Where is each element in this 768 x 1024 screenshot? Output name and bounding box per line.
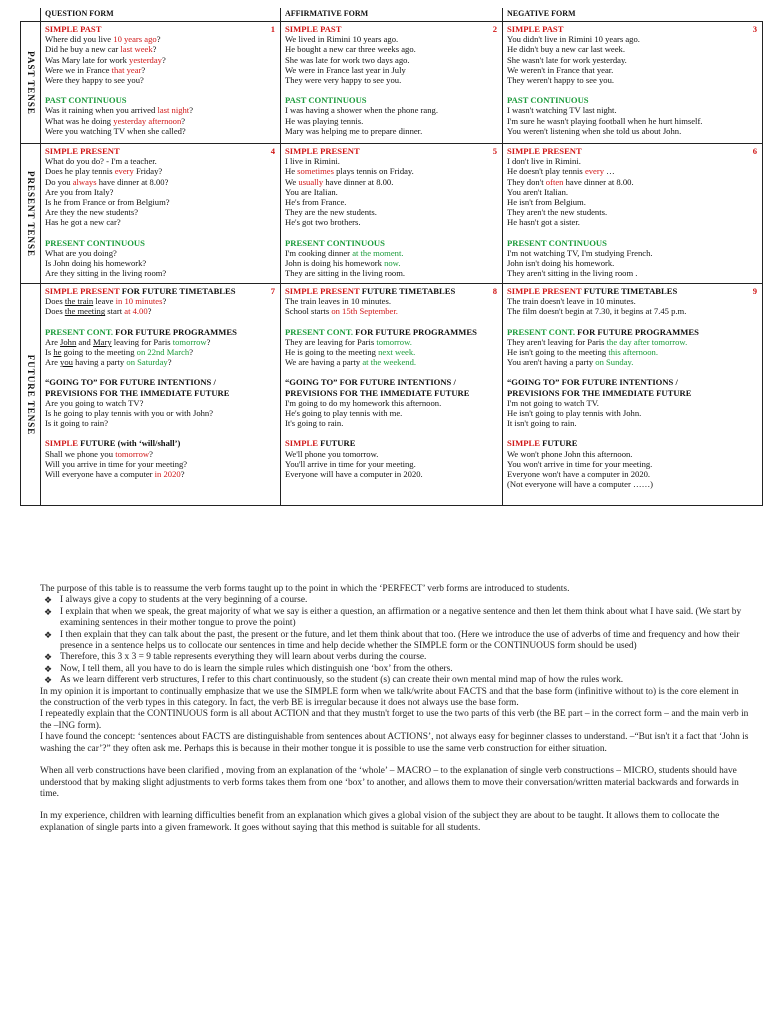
example-sentence: He is going to the meeting next week.: [285, 347, 416, 358]
diamond-bullet-icon: ❖: [44, 629, 53, 640]
section-title: PREVISIONS FOR THE IMMEDIATE FUTURE: [285, 387, 470, 398]
box-number: 2: [492, 24, 497, 34]
example-sentence: You didn't live in Rimini 10 years ago.: [507, 34, 640, 45]
example-sentence: They aren't leaving for Paris the day after tomorrow.: [507, 336, 688, 347]
example-sentence: He sometimes plays tennis on Friday.: [285, 166, 414, 177]
tense-present-cell: [21, 144, 41, 284]
section-title: PRESENT CONT. FOR FUTURE PROGRAMMES: [285, 326, 477, 337]
paragraph: When all verb constructions have been clarified , moving from an explanation of the ‘whole’ – MACRO – to the explanation of single verb constructions – MICRO, students should have understood that by making slight adjustments to verb forms takes them from one ‘box’ to another, and allows them to move their conversation/written material backwards and forwards in time.: [40, 766, 739, 799]
example-sentence: Are they sitting in the living room?: [45, 268, 167, 279]
example-sentence: The train leaves in 10 minutes.: [285, 296, 391, 307]
example-sentence: Did he buy a new car last week?: [45, 44, 157, 55]
example-sentence: I'm not going to watch TV.: [507, 397, 599, 408]
verb-forms-table: [20, 8, 763, 506]
example-sentence: She wasn't late for work yesterday.: [507, 54, 627, 65]
example-sentence: Is he from France or from Belgium?: [45, 197, 170, 208]
section-title: “GOING TO” FOR FUTURE INTENTIONS /: [285, 377, 456, 388]
example-sentence: Has he got a new car?: [45, 217, 121, 228]
example-sentence: Were you watching TV when she called?: [45, 125, 186, 136]
example-sentence: He isn't going to play tennis with John.: [507, 408, 642, 419]
bullet-item: ❖ Now, I tell them, all you have to do is learn the simple rules which distinguish one ‘box’ from the others.: [44, 663, 453, 674]
example-sentence: They aren't sitting in the living room .: [507, 268, 638, 279]
section-title: SIMPLE PRESENT 5: [285, 146, 497, 156]
example-sentence: They are leaving for Paris tomorrow.: [285, 336, 412, 347]
section-title: SIMPLE FUTURE: [507, 438, 578, 449]
example-sentence: They don't often have dinner at 8.00.: [507, 176, 634, 187]
section-title: “GOING TO” FOR FUTURE INTENTIONS /: [507, 377, 678, 388]
section-title: PRESENT CONTINUOUS: [45, 237, 145, 248]
example-sentence: She was late for work two days ago.: [285, 54, 410, 65]
section-title: PREVISIONS FOR THE IMMEDIATE FUTURE: [507, 387, 692, 398]
example-sentence: We lived in Rimini 10 years ago.: [285, 34, 399, 45]
section-title: SIMPLE PAST 2: [285, 24, 497, 34]
diamond-bullet-icon: ❖: [44, 675, 53, 686]
example-sentence: I'm not watching TV, I'm studying French.: [507, 247, 653, 258]
section-title: SIMPLE PRESENT 6: [507, 146, 757, 156]
example-sentence: He's got two brothers.: [285, 217, 361, 228]
diamond-bullet-icon: ❖: [44, 663, 53, 674]
section-title: SIMPLE PRESENT FUTURE TIMETABLES 9: [507, 286, 757, 296]
example-sentence: What do you do? - I'm a teacher.: [45, 156, 157, 167]
example-sentence: We are having a party at the weekend.: [285, 357, 417, 368]
example-sentence: You won't arrive in time for your meeting.: [507, 458, 653, 469]
example-sentence: They weren't happy to see you.: [507, 75, 615, 86]
bullet-item: ❖ I explain that when we speak, the great majority of what we say is either a question, an affirmation or a negative sentence and then let them think about what I have said. (We start by examining sentences in their mother tongue to prove the point): [44, 606, 742, 629]
cell-past-question: [41, 22, 281, 144]
example-sentence: I'm cooking dinner at the moment.: [285, 247, 404, 258]
example-sentence: He doesn't play tennis every …: [507, 166, 615, 177]
example-sentence: Are you going to watch TV?: [45, 397, 144, 408]
example-sentence: He hasn't got a sister.: [507, 217, 580, 228]
example-sentence: The train doesn't leave in 10 minutes.: [507, 296, 636, 307]
box-number: 9: [752, 286, 757, 296]
header-row: [21, 8, 763, 22]
example-sentence: Shall we phone you tomorrow?: [45, 448, 153, 459]
example-sentence: He's from France.: [285, 197, 347, 208]
paragraph: I repeatedly explain that the CONTINUOUS form is all about ACTION and that they mustn't forget to use the two parts of this verb (the BE part – in the correct form – and the main verb in the –ING form).: [40, 709, 749, 731]
paragraph: The purpose of this table is to reassume the verb forms taught up to the point in which the ‘PERFECT’ verb forms are introduced to students.: [40, 584, 570, 594]
example-sentence: Is John doing his homework?: [45, 258, 147, 269]
example-sentence: Does the meeting start at 4.00?: [45, 306, 152, 317]
example-sentence: I live in Rimini.: [285, 156, 340, 167]
example-sentence: Are you having a party on Saturday?: [45, 357, 172, 368]
box-number: 3: [752, 24, 757, 34]
example-sentence: Does the train leave in 10 minutes?: [45, 296, 167, 307]
row-past: [21, 22, 763, 144]
diamond-bullet-icon: ❖: [44, 595, 53, 606]
row-present: [21, 144, 763, 284]
example-sentence: They were very happy to see you.: [285, 75, 402, 86]
example-sentence: Are you from Italy?: [45, 186, 114, 197]
example-sentence: Was it raining when you arrived last night?: [45, 105, 194, 116]
section-title: PRESENT CONT. FOR FUTURE PROGRAMMES: [45, 326, 237, 337]
example-sentence: Are they the new students?: [45, 207, 139, 218]
section-title: “GOING TO” FOR FUTURE INTENTIONS /: [45, 377, 216, 388]
section-title: PRESENT CONT. FOR FUTURE PROGRAMMES: [507, 326, 699, 337]
tense-past-cell: [21, 22, 41, 144]
example-sentence: School starts on 15th September.: [285, 306, 398, 317]
section-title: PREVISIONS FOR THE IMMEDIATE FUTURE: [45, 387, 230, 398]
example-sentence: What are you doing?: [45, 247, 117, 258]
example-sentence: We won't phone John this afternoon.: [507, 448, 633, 459]
example-sentence: John is doing his homework now.: [285, 258, 401, 269]
section-title: SIMPLE FUTURE (with ‘will/shall’): [45, 438, 181, 449]
example-sentence: You'll arrive in time for your meeting.: [285, 458, 416, 469]
cell-present-negative: [503, 144, 763, 284]
bullet-item: ❖ I always give a copy to students at the very beginning of a course.: [44, 595, 308, 606]
example-sentence: Do you always have dinner at 8.00?: [45, 176, 169, 187]
section-title: SIMPLE PAST 3: [507, 24, 757, 34]
bullet-item: ❖ Therefore, this 3 x 3 = 9 table represents everything they will learn about verbs during the course.: [44, 652, 427, 663]
example-sentence: He isn't going to the meeting this afternoon.: [507, 347, 658, 358]
example-sentence: He didn't buy a new car last week.: [507, 44, 626, 55]
example-sentence: You are Italian.: [285, 186, 338, 197]
paragraph: In my opinion it is important to continually emphasize that we use the SIMPLE form when we talk/write about FACTS and that the base form (infinitive without to) is the core element in the construction of the verb types in this category. In fact, the verb BE is irregular because it does not always use the base form.: [40, 686, 739, 709]
example-sentence: He bought a new car three weeks ago.: [285, 44, 416, 55]
section-title: PAST CONTINUOUS: [45, 95, 127, 106]
cell-future-negative: [503, 284, 763, 506]
example-sentence: Will everyone have a computer in 2020?: [45, 469, 185, 480]
example-sentence: John isn't doing his homework.: [507, 258, 615, 269]
section-title: SIMPLE FUTURE: [285, 438, 356, 449]
cell-present-affirmative: [281, 144, 503, 284]
example-sentence: I don't live in Rimini.: [507, 156, 581, 167]
section-title: PRESENT CONTINUOUS: [285, 237, 385, 248]
example-sentence: They aren't the new students.: [507, 207, 608, 218]
example-sentence: You aren't Italian.: [507, 186, 569, 197]
bullet-item: ❖ I then explain that they can talk about the past, the present or the future, and let them think about that too. (Here we introduce the use of adverbs of time and frequency and how their presence in a sentence helps us to collocate our sentences in time and help decide whether the SIMPLE form or the CONTINUOUS form should be used): [44, 629, 740, 652]
row-future: [21, 284, 763, 506]
example-sentence: He isn't from Belgium.: [507, 197, 586, 208]
cell-future-affirmative: [281, 284, 503, 506]
example-sentence: We'll phone you tomorrow.: [285, 448, 379, 459]
box-number: 6: [752, 146, 757, 156]
box-number: 7: [270, 286, 275, 296]
section-title: SIMPLE PAST 1: [45, 24, 275, 34]
cell-past-negative: [503, 22, 763, 144]
section-title: SIMPLE PRESENT FUTURE TIMETABLES 8: [285, 286, 497, 296]
cell-present-question: [41, 144, 281, 284]
example-sentence: (Not everyone will have a computer ……): [507, 479, 654, 490]
example-sentence: The film doesn't begin at 7.30, it begins at 7.45 p.m.: [507, 306, 687, 317]
example-sentence: We were in France last year in July: [285, 64, 406, 75]
example-sentence: Everyone won't have a computer in 2020.: [507, 469, 651, 480]
diamond-bullet-icon: ❖: [44, 606, 53, 617]
example-sentence: I'm going to do my homework this afternoon.: [285, 397, 442, 408]
section-title: SIMPLE PRESENT 4: [45, 146, 275, 156]
header-question: QUESTION FORM: [41, 8, 281, 22]
example-sentence: We weren't in France that year.: [507, 64, 614, 75]
example-sentence: Were we in France that year?: [45, 64, 146, 75]
example-sentence: You weren't listening when she told us about John.: [507, 125, 682, 136]
example-sentence: I'm sure he wasn't playing football when he hurt himself.: [507, 115, 703, 126]
box-number: 4: [270, 146, 275, 156]
example-sentence: Everyone will have a computer in 2020.: [285, 469, 423, 480]
example-sentence: Are John and Mary leaving for Paris tomorrow?: [45, 336, 211, 347]
example-sentence: I was having a shower when the phone rang.: [285, 105, 438, 116]
box-number: 1: [270, 24, 275, 34]
example-sentence: They are the new students.: [285, 207, 377, 218]
example-sentence: They are sitting in the living room.: [285, 268, 406, 279]
example-sentence: Where did you live 10 years ago?: [45, 34, 161, 45]
tense-label-present: PRESENT TENSE: [25, 170, 36, 257]
example-sentence: He's going to play tennis with me.: [285, 408, 403, 419]
example-sentence: You aren't having a party on Sunday.: [507, 357, 634, 368]
header-affirmative: AFFIRMATIVE FORM: [281, 8, 503, 22]
bullet-item: ❖ As we learn different verb structures, I refer to this chart continuously, so the student (s) can create their own mental mind map of how the rules work.: [44, 675, 624, 686]
example-sentence: Was Mary late for work yesterday?: [45, 54, 166, 65]
cell-future-question: [41, 284, 281, 506]
example-sentence: What was he doing yesterday afternoon?: [45, 115, 186, 126]
example-sentence: Were they happy to see you?: [45, 75, 144, 86]
example-sentence: Mary was helping me to prepare dinner.: [285, 125, 423, 136]
paragraph: In my experience, children with learning difficulties benefit from an explanation which gives a global vision of the subject they are about to be taught. It allows them to collocate the explanation of single parts into a given framework. It goes without saying that this method is suitable for all students.: [40, 811, 720, 833]
tense-label-future: FUTURE TENSE: [25, 354, 36, 435]
example-sentence: Is he going to the meeting on 22nd March?: [45, 347, 194, 358]
tense-label-past: PAST TENSE: [25, 50, 36, 115]
diamond-bullet-icon: ❖: [44, 652, 53, 663]
example-sentence: It's going to rain.: [285, 418, 344, 429]
explanation-text: [40, 584, 752, 834]
box-number: 5: [492, 146, 497, 156]
header-negative: NEGATIVE FORM: [503, 8, 763, 22]
cell-past-affirmative: [281, 22, 503, 144]
example-sentence: Does he play tennis every Friday?: [45, 166, 163, 177]
tense-future-cell: [21, 284, 41, 506]
example-sentence: Is he going to play tennis with you or with John?: [45, 408, 214, 419]
paragraph: I have found the concept: ‘sentences about FACTS are distinguishable from sentences about ACTIONS’, not always easy for beginner classes to understand. –“But isn't it a fact that ‘John is washing the car’?” they often ask me. Perhaps this is because in their mother tongue it is possible to use the same verb construction for either situation.: [40, 732, 749, 754]
section-title: PRESENT CONTINUOUS: [507, 237, 607, 248]
example-sentence: It isn't going to rain.: [507, 418, 577, 429]
example-sentence: Will you arrive in time for your meeting?: [45, 458, 188, 469]
section-title: SIMPLE PRESENT FOR FUTURE TIMETABLES 7: [45, 286, 275, 296]
example-sentence: We usually have dinner at 8.00.: [285, 176, 394, 187]
section-title: PAST CONTINUOUS: [507, 95, 589, 106]
section-title: PAST CONTINUOUS: [285, 95, 367, 106]
example-sentence: Is it going to rain?: [45, 418, 109, 429]
example-sentence: I wasn't watching TV last night.: [507, 105, 617, 116]
example-sentence: He was playing tennis.: [285, 115, 364, 126]
box-number: 8: [492, 286, 497, 296]
